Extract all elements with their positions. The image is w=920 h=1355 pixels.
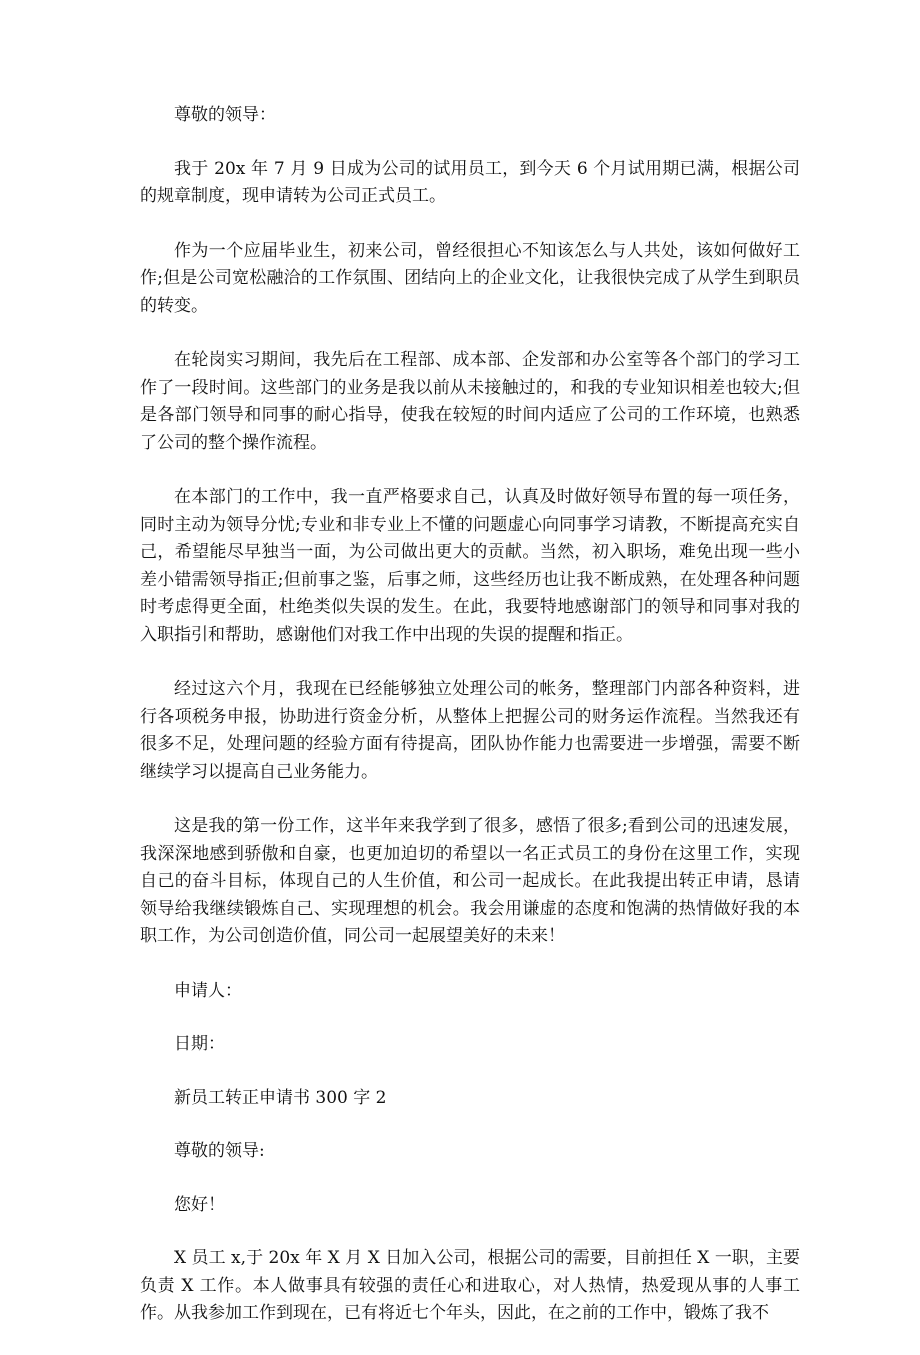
paragraph-x-employee: X 员工 x,于 20x 年 X 月 X 日加入公司，根据公司的需要，目前担任 X 一职，主要负责 X 工作。本人做事具有较强的责任心和进取心，对人热情，热爱现从事的人事工作。从我参加工作到现在，已有将近七个年头，因此，在之前的工作中，锻炼了我不 <box>140 1248 800 1323</box>
date-line: 日期： <box>174 1034 225 1054</box>
salutation-2: 尊敬的领导: <box>174 1141 265 1161</box>
section-heading: 新员工转正申请书 300 字 2 <box>174 1087 387 1108</box>
applicant-line: 申请人： <box>174 980 242 1001</box>
greeting: 您好！ <box>174 1194 225 1215</box>
paragraph-department-work: 在本部门的工作中，我一直严格要求自己，认真及时做好领导布置的每一项任务，同时主动为领导分忧;专业和非专业上不懂的问题虚心向同事学习请教，不断提高充实自己，希望能尽早独当一面，为公司做出更大的贡献。当然，初入职场，难免出现一些小差小错需领导指正;但前事之鉴，后事之师，这些经历也让我不断成熟，在处理各种问题时考虑得更全面，杜绝类似失误的发生。在此，我要特地感谢部门的领导和同事对我的入职指引和帮助，感谢他们对我工作中出现的失误的提醒和指正。 <box>140 487 800 645</box>
paragraph-conclusion: 这是我的第一份工作，这半年来我学到了很多，感悟了很多;看到公司的迅速发展，我深深地感到骄傲和自豪，也更加迫切的希望以一名正式员工的身份在这里工作，实现自己的奋斗目标，体现自己的人生价值，和公司一起成长。在此我提出转正申请，恳请领导给我继续锻炼自己、实现理想的机会。我会用谦虚的态度和饱满的热情做好我的本职工作，为公司创造价值，同公司一起展望美好的未来！ <box>140 816 800 946</box>
salutation: 尊敬的领导： <box>174 105 276 125</box>
paragraph-rotation: 在轮岗实习期间，我先后在工程部、成本部、企发部和办公室等各个部门的学习工作了一段时间。这些部门的业务是我以前从未接触过的，和我的专业知识相差也较大;但是各部门领导和同事的耐心指导，使我在较短的时间内适应了公司的工作环境，也熟悉了公司的整个操作流程。 <box>140 350 800 453</box>
paragraph-intro: 我于 20x 年 7 月 9 日成为公司的试用员工，到今天 6 个月试用期已满，根据公司的规章制度，现申请转为公司正式员工。 <box>140 158 800 206</box>
document-page <box>140 102 800 1355</box>
paragraph-six-months: 经过这六个月，我现在已经能够独立处理公司的帐务，整理部门内部各种资料，进行各项税务申报，协助进行资金分析，从整体上把握公司的财务运作流程。当然我还有很多不足，处理问题的经验方面有待提高，团队协作能力也需要进一步增强，需要不断继续学习以提高自己业务能力。 <box>140 679 800 782</box>
paragraph-adaptation: 作为一个应届毕业生，初来公司，曾经很担心不知该怎么与人共处，该如何做好工作;但是公司宽松融洽的工作氛围、团结向上的企业文化，让我很快完成了从学生到职员的转变。 <box>140 240 800 316</box>
